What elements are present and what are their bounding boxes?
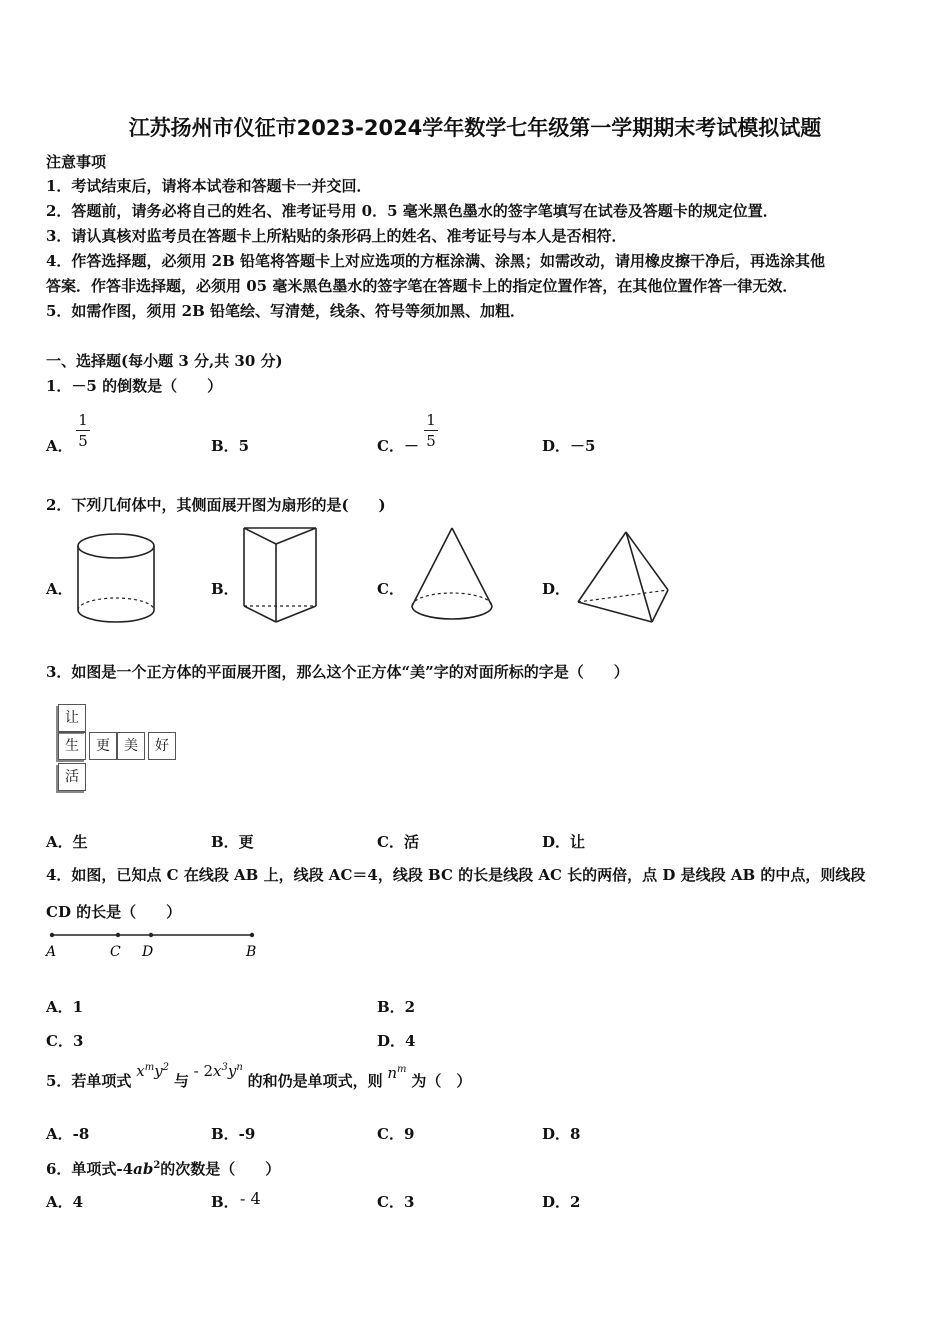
point-label: A <box>46 944 57 960</box>
q5-option-d: D．8 <box>542 1125 581 1143</box>
q1-option-c-label: C．－ <box>377 437 419 455</box>
q2-option-c: C． <box>377 580 404 598</box>
q5-option-a: A．-8 <box>46 1125 90 1143</box>
q1-option-c-fraction <box>424 411 438 450</box>
exp: 2 <box>162 1062 170 1073</box>
q5-monomial-2 <box>194 1062 243 1080</box>
q6-variable: ab <box>133 1160 154 1178</box>
q6-option-b-value: - 4 <box>240 1189 261 1208</box>
q3-stem: 3．如图是一个正方体的平面展开图，那么这个正方体“美”字的对面所标的字是（ ） <box>46 663 629 681</box>
q5-option-c: C．9 <box>377 1125 415 1143</box>
net-cell: 好 <box>148 732 176 760</box>
q4-stem: 4．如图，已知点 C 在线段 AB 上，线段 AC＝4，线段 BC 的长是线段 AC 长的两倍，点 D 是线段 AB 的中点，则线段 <box>46 866 866 884</box>
q4-option-b: B．2 <box>377 998 416 1016</box>
q4-option-d: D．4 <box>377 1032 416 1050</box>
q5-stem-end: 为（ ） <box>411 1072 472 1090</box>
q6-stem <box>46 1156 280 1179</box>
exp: 3 <box>221 1062 228 1073</box>
notice-item: 4．作答选择题，必须用 2B 铅笔将答题卡上对应选项的方框涂满、涂黑；如需改动，请用橡皮擦干净后，再选涂其他 <box>46 252 826 270</box>
q5-monomial-1 <box>136 1062 169 1080</box>
q2-stem: 2．下列几何体中，其侧面展开图为扇形的是( ) <box>46 496 386 514</box>
q1-option-d: D．－5 <box>542 437 596 455</box>
q1-option-a-label: A． <box>46 437 73 455</box>
q5-stem <box>46 1062 472 1091</box>
q3-option-d: D．让 <box>542 833 586 851</box>
pyramid-figure <box>570 526 674 628</box>
cone-figure <box>404 522 500 628</box>
notice-item: 1．考试结束后，请将本试卷和答题卡一并交回． <box>46 177 372 195</box>
q2-option-b: B． <box>211 580 239 598</box>
net-cell: 活 <box>58 763 86 791</box>
q6-option-b-label: B． <box>211 1193 239 1211</box>
prism-figure <box>236 524 322 628</box>
q6-option-d: D．2 <box>542 1193 581 1211</box>
notice-item: 2．答题前，请务必将自己的姓名、准考证号用 0．5 毫米黑色墨水的签字笔填写在试卷及答题卡的规定位置． <box>46 202 778 220</box>
q6-stem-pre: 6．单项式-4 <box>46 1160 134 1178</box>
q6-option-a: A．4 <box>46 1193 84 1211</box>
q2-option-d: D． <box>542 580 571 598</box>
q1-option-a-fraction <box>76 411 90 450</box>
var: x <box>213 1062 222 1080</box>
q3-option-c: C．活 <box>377 833 419 851</box>
exp: m <box>144 1062 155 1073</box>
coef: - 2 <box>193 1062 214 1080</box>
page-title: 江苏扬州市仪征市2023-2024学年数学七年级第一学期期末考试模拟试题 <box>128 116 822 140</box>
q6-exponent: 2 <box>153 1160 161 1171</box>
denominator: 5 <box>78 432 88 450</box>
numerator: 1 <box>78 411 88 429</box>
q4-stem-continued: CD 的长是（ ） <box>46 903 182 921</box>
net-cell: 生 <box>58 732 86 760</box>
net-cell: 更 <box>89 732 117 760</box>
cylinder-figure <box>74 530 160 628</box>
denominator: 5 <box>426 432 436 450</box>
segment-figure <box>40 926 270 960</box>
q4-option-c: C．3 <box>46 1032 84 1050</box>
notice-item: 3．请认真核对监考员在答题卡上所粘贴的条形码上的姓名、准考证号与本人是否相符． <box>46 227 627 245</box>
net-cell: 让 <box>58 704 86 732</box>
q5-stem-mid2: 的和仍是单项式，则 <box>247 1072 383 1090</box>
q6-option-c: C．3 <box>377 1193 415 1211</box>
q3-option-a: A．生 <box>46 833 88 851</box>
section-heading: 一、选择题(每小题 3 分,共 30 分) <box>46 352 283 370</box>
q5-stem-pre: 5．若单项式 <box>46 1072 132 1090</box>
notice-item: 5．如需作图，须用 2B 铅笔绘、写清楚，线条、符号等须加黑、加粗． <box>46 302 525 320</box>
exp: n <box>236 1062 243 1073</box>
q1-stem: 1．－5 的倒数是（ ） <box>46 377 223 395</box>
q5-power <box>387 1064 406 1082</box>
net-cell: 美 <box>117 732 145 760</box>
q1-option-b: B．5 <box>211 437 250 455</box>
q5-stem-mid: 与 <box>173 1072 189 1090</box>
q6-stem-end: 的次数是（ ） <box>160 1160 281 1178</box>
q5-option-b: B．-9 <box>211 1125 256 1143</box>
var: y <box>227 1062 237 1080</box>
notice-heading: 注意事项 <box>46 153 107 171</box>
point-label: B <box>246 944 257 960</box>
exp: m <box>397 1064 407 1075</box>
numerator: 1 <box>426 411 436 429</box>
q3-option-b: B．更 <box>211 833 254 851</box>
notice-item: 答案．作答非选择题，必须用 05 毫米黑色墨水的签字笔在答题卡上的指定位置作答，在其他位置作答一律无效． <box>46 277 798 295</box>
var: x <box>136 1062 145 1080</box>
var: n <box>387 1064 398 1082</box>
q2-option-a: A． <box>46 580 73 598</box>
point-label: D <box>142 944 154 960</box>
point-label: C <box>110 944 121 960</box>
q4-option-a: A．1 <box>46 998 84 1016</box>
var: y <box>154 1062 163 1080</box>
